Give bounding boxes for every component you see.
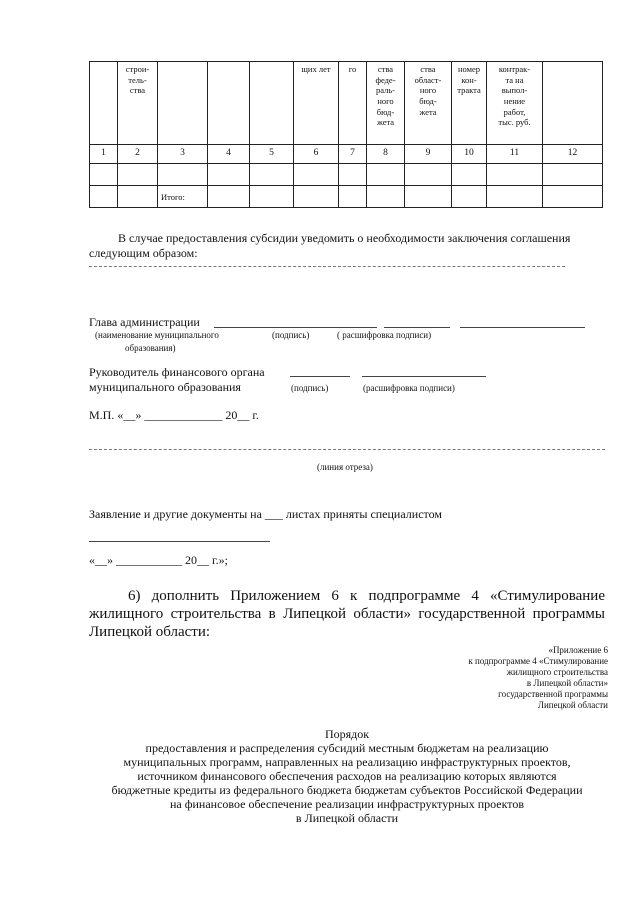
appendix-header-line: жилищного строительства bbox=[506, 667, 608, 677]
table-cell bbox=[208, 164, 250, 186]
header-cell bbox=[543, 62, 603, 145]
cut-line bbox=[89, 449, 605, 450]
table-cell bbox=[367, 186, 405, 208]
finance-caption-signature: (подпись) bbox=[291, 383, 329, 393]
finance-signature-line bbox=[290, 376, 350, 377]
header-cell: номер кон- тракта bbox=[452, 62, 487, 145]
table-cell bbox=[487, 164, 543, 186]
header-cell: го bbox=[339, 62, 367, 145]
procedure-title: Порядок bbox=[324, 727, 370, 741]
stamp-date-line: М.П. «__» _____________ 20__ г. bbox=[89, 408, 259, 422]
table-cell bbox=[487, 186, 543, 208]
table-cell bbox=[543, 164, 603, 186]
total-label: Итого: bbox=[158, 186, 208, 208]
table-cell bbox=[339, 186, 367, 208]
column-number: 10 bbox=[452, 145, 487, 164]
table-cell bbox=[294, 186, 339, 208]
notice-line-1: В случае предоставления субсидии уведомить о необходимости заключения соглашения bbox=[118, 231, 571, 245]
table-cell bbox=[294, 164, 339, 186]
column-number-row bbox=[90, 145, 603, 164]
table-cell bbox=[90, 164, 118, 186]
table-cell bbox=[405, 164, 452, 186]
procedure-subtitle-line: в Липецкой области bbox=[295, 811, 399, 825]
header-cell bbox=[158, 62, 208, 145]
table-cell bbox=[158, 164, 208, 186]
amendment-line-2: жилищного строительства в Липецкой области» государственной программы bbox=[89, 606, 605, 622]
finance-caption-transcript: (расшифровка подписи) bbox=[363, 383, 455, 393]
procedure-subtitle-line: муниципальных программ, направленных на реализацию инфраструктурных проектов, bbox=[123, 755, 571, 769]
table-cell bbox=[339, 164, 367, 186]
table-cell bbox=[208, 186, 250, 208]
amendment-line-1: 6) дополнить Приложением 6 к подпрограмме 4 «Стимулирование bbox=[128, 588, 605, 604]
appendix-header-line: государственной программы bbox=[498, 689, 608, 699]
total-row bbox=[90, 186, 603, 208]
header-cell: щих лет bbox=[294, 62, 339, 145]
header-cell: ства феде- раль- ного бюд- жета bbox=[367, 62, 405, 145]
appendix-header-line: «Приложение 6 bbox=[548, 645, 608, 655]
table-cell bbox=[452, 164, 487, 186]
head-signature-line bbox=[460, 327, 585, 328]
amendment-line-3: Липецкой области: bbox=[89, 624, 211, 640]
caption-position-2: образования) bbox=[125, 343, 176, 353]
column-number: 8 bbox=[367, 145, 405, 164]
column-number: 7 bbox=[339, 145, 367, 164]
column-number: 2 bbox=[118, 145, 158, 164]
appendix-header-line: Липецкой области bbox=[537, 700, 608, 710]
head-signature-line bbox=[214, 327, 377, 328]
table-cell bbox=[118, 186, 158, 208]
caption-position: (наименование муниципального bbox=[95, 330, 219, 340]
procedure-subtitle-line: предоставления и распределения субсидий местным бюджетам на реализацию bbox=[145, 741, 549, 755]
header-cell bbox=[90, 62, 118, 145]
appendix-header-line: к подпрограмме 4 «Стимулирование bbox=[468, 656, 608, 666]
header-cell: контрак- та на выпол- нение работ, тыс. руб. bbox=[487, 62, 543, 145]
caption-transcript: ( расшифровка подписи) bbox=[337, 330, 432, 340]
table-header-row bbox=[90, 62, 603, 145]
column-number: 3 bbox=[158, 145, 208, 164]
table-cell bbox=[250, 164, 294, 186]
column-number: 6 bbox=[294, 145, 339, 164]
appendix-header-line: в Липецкой области» bbox=[526, 678, 608, 688]
table-cell bbox=[367, 164, 405, 186]
table-cell bbox=[90, 186, 118, 208]
table-cell bbox=[250, 186, 294, 208]
finance-signature-line bbox=[362, 376, 486, 377]
procedure-subtitle-line: бюджетные кредиты из федерального бюджета бюджетам субъектов Российской Федерации bbox=[111, 783, 583, 797]
column-number: 9 bbox=[405, 145, 452, 164]
header-cell: строи- тель- ства bbox=[118, 62, 158, 145]
table-cell bbox=[543, 186, 603, 208]
header-cell bbox=[250, 62, 294, 145]
table-row bbox=[90, 164, 603, 186]
notice-blank-line bbox=[89, 266, 565, 267]
column-number: 11 bbox=[487, 145, 543, 164]
column-number: 5 bbox=[250, 145, 294, 164]
budget-table bbox=[89, 61, 603, 208]
procedure-subtitle-line: источником финансового обеспечения расходов на реализацию которых являются bbox=[137, 769, 557, 783]
acceptance-text: Заявление и другие документы на ___ листах приняты специалистом bbox=[89, 507, 442, 521]
finance-label-2: муниципального образования bbox=[89, 380, 241, 394]
notice-line-2: следующим образом: bbox=[89, 246, 198, 260]
column-number: 4 bbox=[208, 145, 250, 164]
head-signature-line bbox=[384, 327, 450, 328]
header-cell bbox=[208, 62, 250, 145]
acceptance-date: «__» ___________ 20__ г.»; bbox=[89, 553, 228, 567]
cut-line-label: (линия отреза) bbox=[317, 462, 373, 472]
column-number: 1 bbox=[90, 145, 118, 164]
finance-label-1: Руководитель финансового органа bbox=[89, 365, 265, 379]
table-cell bbox=[452, 186, 487, 208]
header-cell: ства област- ного бюд- жета bbox=[405, 62, 452, 145]
table-cell bbox=[405, 186, 452, 208]
procedure-subtitle-line: на финансовое обеспечение реализации инфраструктурных проектов bbox=[169, 797, 525, 811]
specialist-signature-line bbox=[89, 541, 270, 542]
table-cell bbox=[118, 164, 158, 186]
head-signature-label: Глава администрации bbox=[89, 315, 200, 329]
column-number: 12 bbox=[543, 145, 603, 164]
caption-signature: (подпись) bbox=[272, 330, 310, 340]
